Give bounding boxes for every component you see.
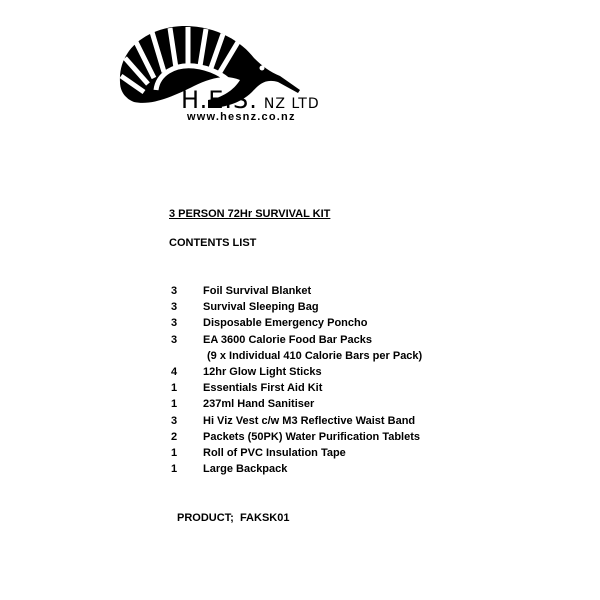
item-description: Survival Sleeping Bag <box>203 301 319 314</box>
item-description: Large Backpack <box>203 463 288 476</box>
item-description: Roll of PVC Insulation Tape <box>203 446 346 459</box>
item-quantity: 3 <box>171 301 178 314</box>
item-description: Packets (50PK) Water Purification Tablets <box>203 430 421 443</box>
brand-name-text: H.E.S. <box>181 86 258 114</box>
item-description: (9 x Individual 410 Calorie Bars per Pack) <box>207 349 423 362</box>
item-description: 12hr Glow Light Sticks <box>203 365 322 378</box>
item-quantity: 2 <box>171 430 178 443</box>
website-url: www.hesnz.co.nz <box>187 111 296 123</box>
brand-suffix: NZ LTD <box>263 96 320 112</box>
item-description: Foil Survival Blanket <box>203 285 312 297</box>
item-quantity: 3 <box>171 285 178 297</box>
company-logo <box>112 20 320 132</box>
contents-list-heading: CONTENTS LIST <box>169 237 257 249</box>
item-quantity: 3 <box>171 414 178 427</box>
product-code: PRODUCT; FAKSK01 <box>177 512 290 524</box>
item-quantity: 1 <box>171 446 178 459</box>
item-quantity: 4 <box>171 365 178 378</box>
brand-name <box>181 86 320 114</box>
item-quantity: 3 <box>171 333 178 346</box>
item-quantity: 1 <box>171 463 178 476</box>
item-description: Disposable Emergency Poncho <box>203 317 368 330</box>
item-description: 237ml Hand Sanitiser <box>203 398 315 411</box>
item-quantity: 1 <box>171 398 178 411</box>
item-quantity: 1 <box>171 382 178 395</box>
item-quantity: 3 <box>171 317 178 330</box>
item-description: Essentials First Aid Kit <box>203 382 323 395</box>
item-description: EA 3600 Calorie Food Bar Packs <box>203 333 372 346</box>
item-description: Hi Viz Vest c/w M3 Reflective Waist Band <box>203 414 416 427</box>
document-title: 3 PERSON 72Hr SURVIVAL KIT <box>169 208 331 220</box>
